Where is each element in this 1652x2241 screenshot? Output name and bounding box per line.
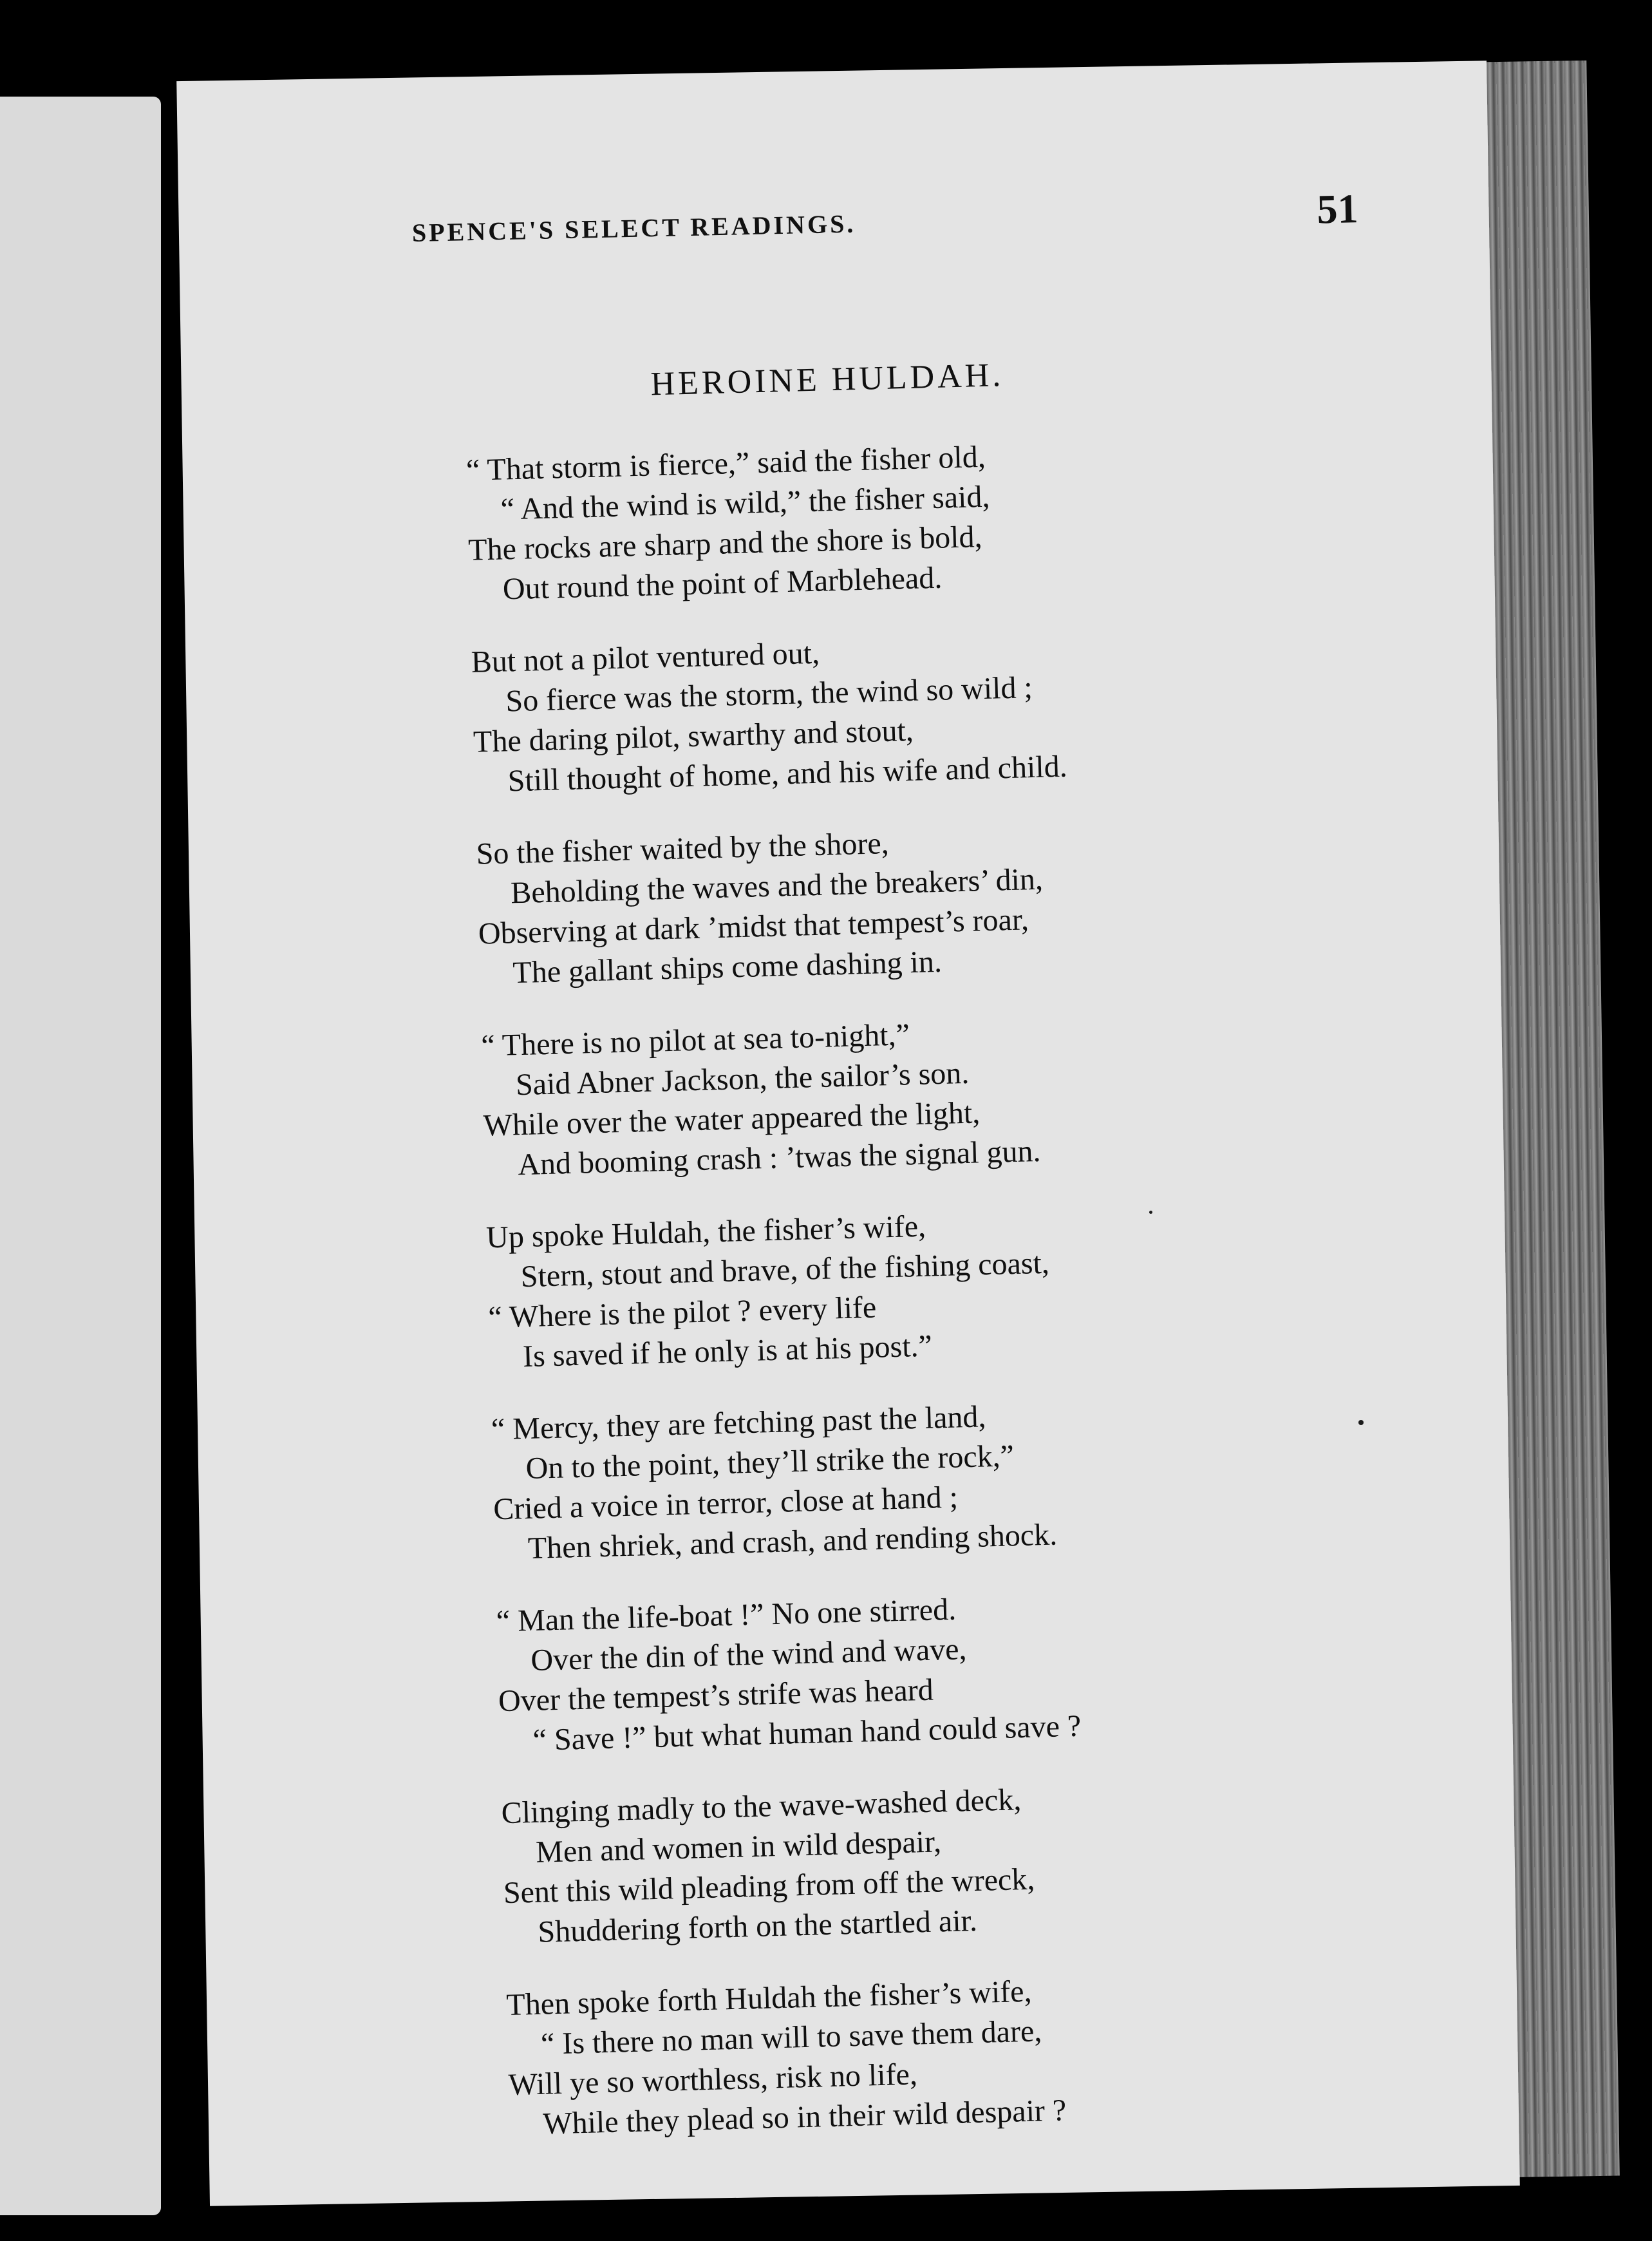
poem-line: The gallant ships come dashing in.	[512, 944, 943, 990]
ink-speck	[1149, 1211, 1152, 1214]
poem-line: “ And the wind is wild,” the fisher said,	[500, 479, 990, 527]
poem-line: “ There is no pilot at sea to-night,”	[480, 1017, 910, 1063]
poem-line: Will ye so worthless, risk no life,	[508, 2057, 918, 2103]
stanza	[501, 1772, 1342, 1953]
poem-line: The rocks are sharp and the shore is bold,	[467, 520, 983, 567]
poem-line: Up spoke Huldah, the fisher’s wife,	[485, 1209, 926, 1255]
stanza	[481, 1005, 1322, 1186]
poem	[464, 348, 1347, 2177]
poem-line: Observing at dark ’midst that tempest’s roar,	[478, 902, 1029, 951]
stanza	[471, 621, 1311, 802]
poem-line: While over the water appeared the light,	[483, 1095, 981, 1143]
poem-line: Is saved if he only is at his post.”	[522, 1329, 933, 1374]
poem-line: Still thought of home, and his wife and child.	[507, 749, 1068, 799]
poem-line: On to the point, they’ll strike the rock,”	[525, 1439, 1015, 1486]
poem-line: So the fisher waited by the shore,	[475, 826, 890, 871]
poem-line: Out round the point of Marblehead.	[502, 560, 943, 607]
poem-line: “ Man the life-boat !” No one stirred.	[496, 1592, 957, 1639]
poem-line: Cried a voice in terror, close at hand ;	[493, 1480, 959, 1527]
poem-title: HEROINE HULDAH.	[650, 357, 1004, 403]
page-number: 51	[1316, 185, 1359, 232]
poem-line: And booming crash : ’twas the signal gun.	[517, 1133, 1042, 1182]
poem-line: Then shriek, and crash, and rending shock.	[527, 1517, 1058, 1566]
poem-line: So fierce was the storm, the wind so wild ;	[505, 670, 1033, 719]
running-head: SPENCE'S SELECT READINGS.	[411, 209, 856, 247]
stanza	[506, 1963, 1347, 2145]
stanza	[485, 1196, 1326, 1378]
facing-page	[0, 97, 161, 2215]
poem-line: Beholding the waves and the breakers’ din,	[510, 862, 1044, 911]
poem-line: Over the din of the wind and wave,	[530, 1632, 968, 1678]
poem-line: “ Mercy, they are fetching past the land,	[491, 1399, 987, 1447]
poem-line: Shuddering forth on the startled air.	[537, 1903, 978, 1949]
poem-line: Men and women in wild despair,	[535, 1824, 942, 1869]
poem-line: But not a pilot ventured out,	[471, 636, 820, 679]
poem-line: Sent this wild pleading from off the wreck,	[503, 1862, 1035, 1911]
stanza	[491, 1388, 1331, 1569]
poem-line: Said Abner Jackson, the sailor’s son.	[515, 1055, 970, 1102]
poem-line: “ Where is the pilot ? every life	[487, 1290, 877, 1335]
stanza	[465, 429, 1306, 610]
stanza	[476, 813, 1317, 994]
stanza	[496, 1580, 1337, 1761]
poem-line: Clinging madly to the wave-washed deck,	[500, 1782, 1022, 1831]
poem-line: “ That storm is fierce,” said the fisher old,	[465, 439, 986, 487]
poem-line: Then spoke forth Huldah the fisher’s wife,	[505, 1974, 1033, 2023]
poem-line: Stern, stout and brave, of the fishing coast,	[520, 1245, 1050, 1294]
poem-line: “ Is there no man will to save them dare,	[540, 2014, 1042, 2061]
ink-speck	[1358, 1420, 1364, 1425]
poem-line: Over the tempest’s strife was heard	[498, 1672, 934, 1719]
poem-line: “ Save !” but what human hand could save ?	[532, 1708, 1082, 1757]
poem-line: The daring pilot, swarthy and stout,	[473, 713, 914, 759]
poem-line: While they plead so in their wild despair ?	[542, 2093, 1067, 2141]
